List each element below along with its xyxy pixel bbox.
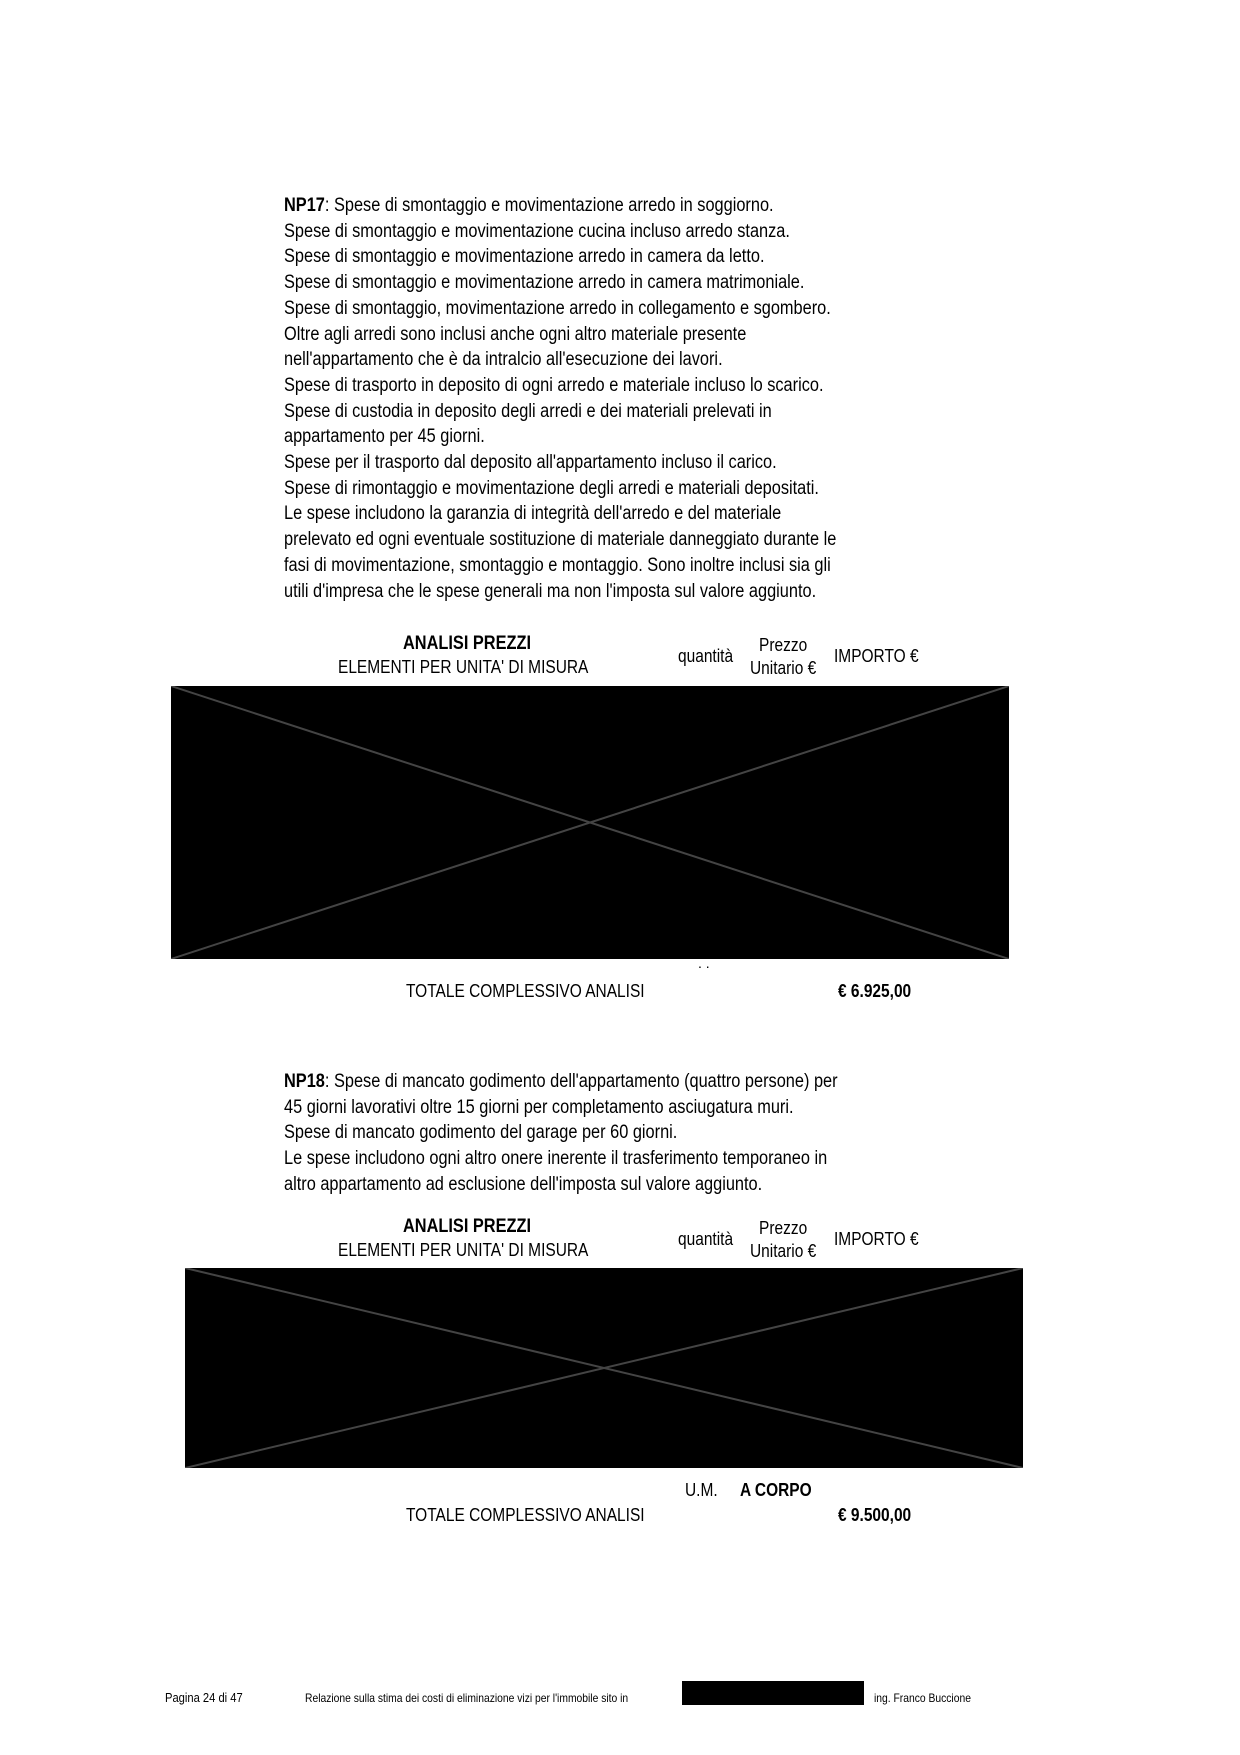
- redaction-cross-icon: [171, 686, 1009, 959]
- np18-line: Le spese includono ogni altro onere inerente il trasferimento temporaneo in: [284, 1148, 828, 1170]
- np18-redacted-table: [185, 1268, 1023, 1468]
- footer-redacted-address: [682, 1681, 864, 1705]
- footer-author: ing. Franco Buccione: [874, 1691, 971, 1705]
- np18-first-line: [284, 1069, 852, 1095]
- amount-header: IMPORTO €: [834, 1229, 919, 1249]
- np18-um-label: U.M.: [685, 1480, 718, 1500]
- amount-header: IMPORTO €: [834, 646, 919, 666]
- np17-line: Le spese includono la garanzia di integrità dell'arredo e del materiale: [284, 503, 782, 525]
- np17-code: NP17: [284, 195, 325, 216]
- np17-line: Spese di smontaggio e movimentazione arredo in camera matrimoniale.: [284, 272, 805, 294]
- np17-line: Spese di smontaggio, movimentazione arredo in collegamento e sgombero.: [284, 297, 831, 319]
- price-header-line1: Prezzo: [759, 1218, 808, 1238]
- qty-header: quantità: [678, 646, 734, 666]
- qty-header: quantità: [678, 1229, 734, 1249]
- np17-line: Spese di smontaggio e movimentazione cucina incluso arredo stanza.: [284, 220, 790, 242]
- np18-line: 45 giorni lavorativi oltre 15 giorni per completamento asciugatura muri.: [284, 1096, 794, 1118]
- price-header-line2: Unitario €: [750, 1241, 817, 1261]
- np17-line: prelevato ed ogni eventuale sostituzione di materiale danneggiato durante le: [284, 529, 837, 551]
- np17-line: Spese di rimontaggio e movimentazione degli arredi e materiali depositati.: [284, 477, 819, 499]
- np17-paragraph: [284, 193, 852, 604]
- np17-line: Spese per il trasporto dal deposito all'appartamento incluso il carico.: [284, 452, 777, 474]
- analysis-subtitle: ELEMENTI PER UNITA' DI MISURA: [338, 1240, 589, 1260]
- np18-total-value: € 9.500,00: [838, 1505, 912, 1525]
- np17-line: nell'appartamento che è da intralcio all'esecuzione dei lavori.: [284, 349, 723, 371]
- np17-redacted-table: [171, 686, 1009, 959]
- np18-first-line-text: : Spese di mancato godimento dell'appartamento (quattro persone) per: [324, 1071, 838, 1092]
- analysis-title: ANALISI PREZZI: [403, 633, 532, 654]
- np17-line: Spese di trasporto in deposito di ogni arredo e materiale incluso lo scarico.: [284, 374, 824, 396]
- price-header-line1: Prezzo: [759, 635, 808, 655]
- np17-line: utili d'impresa che le spese generali ma non l'imposta sul valore aggiunto.: [284, 580, 817, 602]
- footer-page-number: Pagina 24 di 47: [165, 1690, 243, 1705]
- np17-total-label: TOTALE COMPLESSIVO ANALISI: [406, 981, 645, 1001]
- np17-line: fasi di movimentazione, smontaggio e montaggio. Sono inoltre inclusi sia gli: [284, 554, 831, 576]
- redaction-cross-icon: [185, 1268, 1023, 1468]
- np18-paragraph: [284, 1069, 852, 1198]
- np18-code: NP18: [284, 1071, 325, 1092]
- np18-total-label: TOTALE COMPLESSIVO ANALISI: [406, 1505, 645, 1525]
- np17-first-line: [284, 193, 852, 219]
- price-header-line2: Unitario €: [750, 658, 817, 678]
- np17-dots: . .: [698, 955, 710, 971]
- np17-line: appartamento per 45 giorni.: [284, 426, 485, 448]
- np17-line: Spese di smontaggio e movimentazione arredo in camera da letto.: [284, 246, 765, 268]
- analysis-subtitle: ELEMENTI PER UNITA' DI MISURA: [338, 657, 589, 677]
- np18-line: altro appartamento ad esclusione dell'imposta sul valore aggiunto.: [284, 1173, 763, 1195]
- np17-line: Spese di custodia in deposito degli arredi e dei materiali prelevati in: [284, 400, 772, 422]
- np17-line: Oltre agli arredi sono inclusi anche ogni altro materiale presente: [284, 323, 747, 345]
- np17-first-line-text: : Spese di smontaggio e movimentazione arredo in soggiorno.: [324, 195, 774, 216]
- np17-total-value: € 6.925,00: [838, 981, 912, 1001]
- np18-um-value: A CORPO: [740, 1480, 812, 1500]
- analysis-title: ANALISI PREZZI: [403, 1216, 532, 1237]
- np18-line: Spese di mancato godimento del garage per 60 giorni.: [284, 1122, 678, 1144]
- footer-description: Relazione sulla stima dei costi di eliminazione vizi per l'immobile sito in: [305, 1691, 629, 1705]
